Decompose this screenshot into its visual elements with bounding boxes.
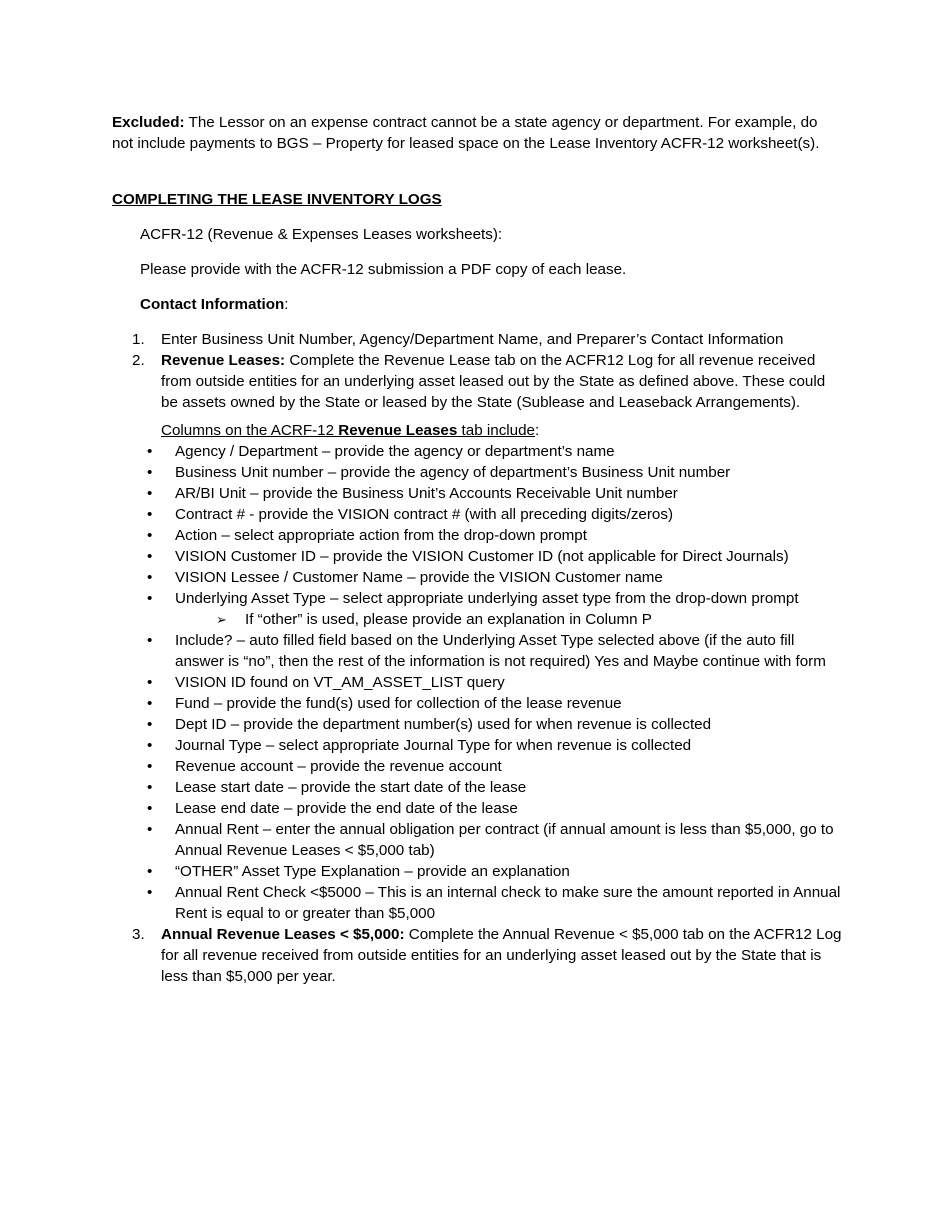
document-page xyxy=(112,112,842,987)
bullet-item: • Journal Type – select appropriate Journal Type for when revenue is collected xyxy=(147,737,692,754)
list-item-1 xyxy=(112,329,842,350)
bullet-item: • Action – select appropriate action from the drop-down prompt xyxy=(147,527,587,544)
excluded-label: Excluded: xyxy=(112,114,185,131)
list-number: 2. xyxy=(132,352,145,369)
bullet-icon: • xyxy=(147,674,153,691)
instructions-list xyxy=(112,329,842,987)
bullet-item: • VISION ID found on VT_AM_ASSET_LIST query xyxy=(147,674,505,691)
bullet-item: • Business Unit number – provide the agency of department’s Business Unit number xyxy=(147,464,731,481)
bullet-item: • Contract # - provide the VISION contract # (with all preceding digits/zeros) xyxy=(147,506,674,523)
bullet-item: • AR/BI Unit – provide the Business Unit’s Accounts Receivable Unit number xyxy=(147,485,678,502)
bullet-icon: • xyxy=(147,779,153,796)
list-item-3 xyxy=(112,924,842,987)
bullet-item: • Underlying Asset Type – select appropriate underlying asset type from the drop-down prompt xyxy=(147,590,799,607)
bullet-icon: • xyxy=(147,800,153,817)
bullet-item: • Agency / Department – provide the agency or department’s name xyxy=(147,443,615,460)
revenue-leases-label: Revenue Leases: xyxy=(161,352,286,369)
columns-heading: Columns on the ACRF-12 Revenue Leases tab include: xyxy=(161,422,540,439)
bullet-icon: • xyxy=(147,464,153,481)
bullet-item: • VISION Customer ID – provide the VISION Customer ID (not applicable for Direct Journals) xyxy=(147,548,789,565)
bullet-item: • Include? – auto filled field based on the Underlying Asset Type selected above (if the auto fill answer is “no”, then the rest of the information is not required) Yes and Maybe continue with form xyxy=(147,632,826,670)
bullet-icon: • xyxy=(147,821,153,838)
bullet-item: • Revenue account – provide the revenue account xyxy=(147,758,502,775)
list-item-text: Complete the Revenue Lease tab on the ACFR12 Log for all revenue received from outside entities for an underlying asset leased out by the State as defined above. These could be assets owned by the State or leased by the State (Sublease and Leaseback Arrangements). xyxy=(161,352,826,411)
contact-information-label: Contact Information: xyxy=(140,296,289,313)
bullet-icon: • xyxy=(147,443,153,460)
bullet-icon: • xyxy=(147,758,153,775)
bullet-item: • Annual Rent Check <$5000 – This is an internal check to make sure the amount reported in Annual Rent is equal to or greater than $5,000 xyxy=(147,884,841,922)
bullet-item: • Dept ID – provide the department number(s) used for when revenue is collected xyxy=(147,716,712,733)
bullet-item: • VISION Lessee / Customer Name – provide the VISION Customer name xyxy=(147,569,663,586)
bullet-icon: • xyxy=(147,506,153,523)
bullet-item: • Annual Rent – enter the annual obligation per contract (if annual amount is less than $5,000, go to Annual Revenue Leases < $5,000 tab) xyxy=(147,821,834,859)
list-number: 1. xyxy=(132,331,145,348)
bullet-item: • “OTHER” Asset Type Explanation – provide an explanation xyxy=(147,863,570,880)
bullet-item: • Lease start date – provide the start date of the lease xyxy=(147,779,527,796)
annual-revenue-leases-label: Annual Revenue Leases < $5,000: xyxy=(161,926,405,943)
section-heading: COMPLETING THE LEASE INVENTORY LOGS xyxy=(112,191,442,208)
list-number: 3. xyxy=(132,926,145,943)
bullet-item: • Lease end date – provide the end date of the lease xyxy=(147,800,518,817)
bullet-icon: • xyxy=(147,527,153,544)
arrow-bullet-icon: ➢ xyxy=(216,612,227,627)
intro-acfr12: ACFR-12 (Revenue & Expenses Leases worksheets): xyxy=(140,226,503,243)
intro-pdf-copy: Please provide with the ACFR-12 submission a PDF copy of each lease. xyxy=(140,261,627,278)
bullet-icon: • xyxy=(147,716,153,733)
excluded-paragraph xyxy=(112,112,842,154)
list-item-text: Enter Business Unit Number, Agency/Department Name, and Preparer’s Contact Information xyxy=(161,331,784,348)
bullet-icon: • xyxy=(147,485,153,502)
bullet-icon: • xyxy=(147,548,153,565)
bullet-icon: • xyxy=(147,695,153,712)
columns-bullet-list xyxy=(112,441,842,924)
excluded-text: The Lessor on an expense contract cannot be a state agency or department. For example, do not include payments to BGS – Property for leased space on the Lease Inventory ACFR-12 worksheet(s). xyxy=(112,114,820,152)
bullet-icon: • xyxy=(147,884,153,901)
bullet-icon: • xyxy=(147,737,153,754)
sub-bullet-item: ➢ If “other” is used, please provide an explanation in Column P xyxy=(216,611,652,628)
bullet-icon: • xyxy=(147,590,153,607)
bullet-item: • Fund – provide the fund(s) used for collection of the lease revenue xyxy=(147,695,622,712)
bullet-icon: • xyxy=(147,863,153,880)
list-item-text: Complete the Annual Revenue < $5,000 tab on the ACFR12 Log for all revenue received from outside entities for an underlying asset leased out by the State that is less than $5,000 per year. xyxy=(161,926,842,985)
list-item-2 xyxy=(112,350,842,924)
bullet-icon: • xyxy=(147,632,153,649)
bullet-icon: • xyxy=(147,569,153,586)
